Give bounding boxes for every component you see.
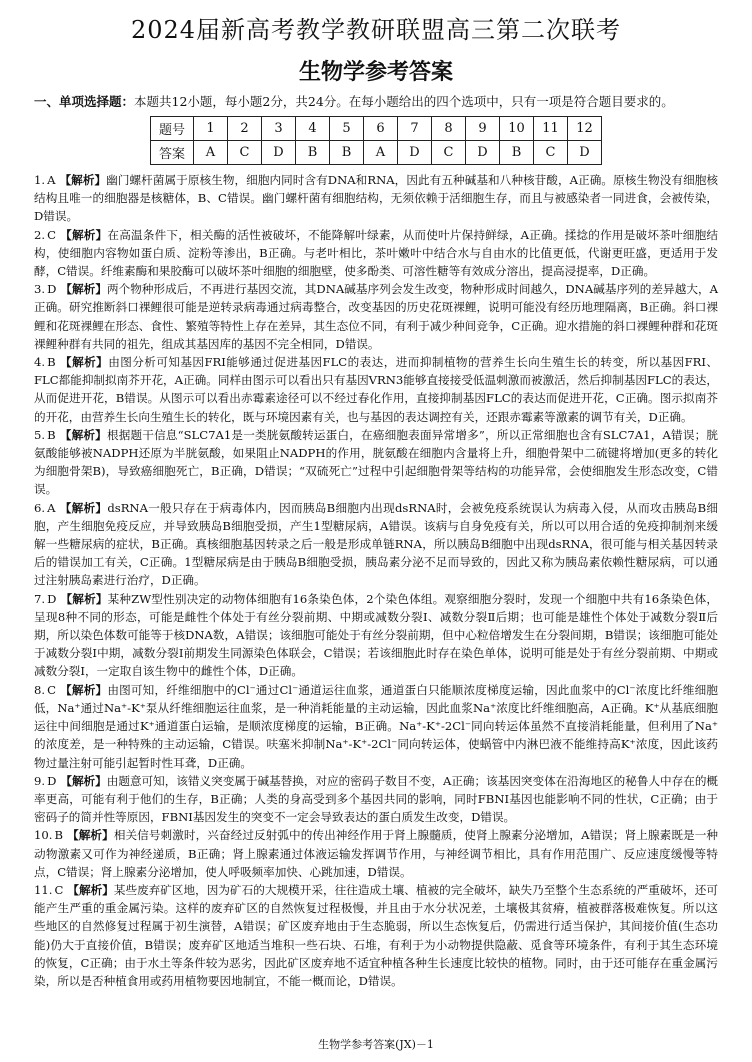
item-number: 10. bbox=[34, 828, 53, 843]
answer-cell: C bbox=[432, 141, 466, 165]
item-tag: 【解析】 bbox=[59, 500, 108, 515]
question-number: 1 bbox=[194, 117, 228, 141]
item-answer: B bbox=[47, 355, 56, 370]
item-number: 1. bbox=[34, 173, 46, 187]
item-answer: B bbox=[47, 427, 56, 442]
answer-cell: D bbox=[466, 141, 500, 165]
answer-table bbox=[150, 116, 602, 165]
explanation-item bbox=[34, 881, 718, 990]
item-tag: 【解析】 bbox=[60, 282, 107, 297]
item-text: 相关信号刺激时，兴奋经过反射弧中的传出神经作用于肾上腺髓质，使肾上腺素分泌增加，A错误；肾上腺素既是一种动物激素又可作为神经递质，B正确；肾上腺素通过体液运输发挥调节作用，与神经调节相比，具有作用范围广、反应速度缓慢等特点，C错误；肾上腺素分泌增加，使人呼吸频率加快、心跳加速，D错误。 bbox=[34, 828, 718, 879]
item-text: 由题意可知，该错义突变属于碱基替换，对应的密码子数目不变，A正确；该基因突变体在沿海地区的秘鲁人中存在的概率更高，可能有利于他们的生存，B正确；人类的身高受到多个基因共同的影响，同时FBNI基因也能影响不同的性状，C正确；由于密码子的简并性等原因，FBNI基因发生的突变不一定会导致表达的蛋白质发生改变，D错误。 bbox=[34, 773, 719, 825]
section-label: 一、单项选择题： bbox=[34, 94, 135, 109]
item-answer: B bbox=[54, 828, 63, 843]
item-text: 由图分析可知基因FRI能够通过促进基因FLC的表达，进而抑制植物的营养生长向生殖生长的转变，所以基因FRI、FLC都能抑制拟南芥开花，A正确。同样由图示可以看出只有基因VRN3能够直接接受低温刺激而被激活，然后抑制基因FLC的表达，从而促进开花，B错误。从图示可以看出赤霉素途径可以不经过春化作用，直接抑制基因FLC的表达而促进开花，C正确。图示拟南芥的开花，由营养生长向生殖生长的转化，既与环境因素有关，也与基因的表达调控有关，还跟赤霉素等激素的调节有关，D正确。 bbox=[34, 355, 718, 424]
question-number: 3 bbox=[262, 117, 296, 141]
explanation-item bbox=[34, 499, 718, 590]
question-number: 8 bbox=[432, 117, 466, 141]
item-answer: D bbox=[47, 591, 57, 606]
item-number: 3. bbox=[34, 282, 46, 297]
item-number: 7. bbox=[34, 591, 46, 606]
item-text: 某些废弃矿区地，因为矿石的大规模开采，往往造成土壤、植被的完全破坏，缺失乃至整个生态系统的严重破坏，还可能产生严重的重金属污染。这样的废弃矿区的自然恢复过程极慢，并且由于水分状况差，土壤极其贫瘠，植被群落极难恢复。所以这些地区的自然修复过程属于初生演替，A错误；矿区废弃地由于生态脆弱，所以生态恢复后，仍需进行适当保护，其间接价值(生态功能)仍大于直接价值，B错误；废弃矿区地适当堆积一些石块、石堆，有利于为小动物提供隐蔽、觅食等环境条件，有利于其生态环境的恢复，C正确；由于水土等条件较为恶劣，因此矿区废弃地不适宜种植各种生长速度比较快的植物。同时，由于还可能存在重金属污染，所以是否种植食用或药用植物要因地制宜，不能一概而论，D错误。 bbox=[34, 882, 718, 988]
item-tag: 【解析】 bbox=[59, 355, 109, 370]
answer-cell: A bbox=[194, 141, 228, 165]
answer-table-answer-row bbox=[151, 141, 602, 165]
item-answer: A bbox=[47, 173, 56, 187]
item-answer: D bbox=[47, 773, 57, 788]
answer-cell: C bbox=[228, 141, 262, 165]
explanation-item bbox=[34, 681, 718, 772]
answer-cell: B bbox=[500, 141, 534, 165]
explanation-item bbox=[34, 826, 718, 881]
question-number: 10 bbox=[500, 117, 534, 141]
answer-cell: D bbox=[568, 141, 602, 165]
explanation-item bbox=[34, 772, 718, 827]
explanation-item bbox=[34, 280, 718, 353]
item-tag: 【解析】 bbox=[66, 828, 114, 843]
item-number: 4. bbox=[34, 355, 46, 370]
item-answer: D bbox=[47, 282, 57, 297]
question-number: 5 bbox=[330, 117, 364, 141]
question-number: 6 bbox=[364, 117, 398, 141]
item-tag: 【解析】 bbox=[59, 173, 107, 187]
explanation-item bbox=[34, 426, 718, 499]
item-text: 幽门螺杆菌属于原核生物，细胞内同时含有DNA和RNA，因此有五种碱基和八种核苷酸，A正确。原核生物没有细胞核结构且唯一的细胞器是核糖体，B、C错误。幽门螺杆菌有细胞结构，无须依赖于活细胞生存，而且与被感染者一同进食，会被传染，D错误。 bbox=[34, 173, 718, 224]
explanation-item bbox=[34, 353, 718, 426]
item-answer: C bbox=[54, 882, 64, 897]
item-number: 6. bbox=[34, 500, 46, 515]
page-title: 2024届新高考教学教研联盟高三第二次联考 bbox=[130, 16, 622, 44]
item-answer: A bbox=[47, 500, 56, 515]
question-number: 12 bbox=[568, 117, 602, 141]
item-tag: 【解析】 bbox=[59, 682, 108, 697]
section-heading bbox=[34, 92, 718, 110]
explanation-item bbox=[34, 590, 718, 681]
explanation-item bbox=[34, 171, 718, 226]
item-number: 2. bbox=[34, 227, 46, 242]
item-tag: 【解析】 bbox=[67, 882, 114, 897]
answer-table-head-number: 题号 bbox=[151, 117, 194, 141]
section-description: 本题共12小题，每小题2分，共24分。在每小题给出的四个选项中，只有一项是符合题目要求的。 bbox=[134, 94, 674, 109]
item-tag: 【解析】 bbox=[59, 227, 108, 242]
page-subtitle: 生物学参考答案 bbox=[298, 60, 453, 85]
question-number: 2 bbox=[228, 117, 262, 141]
item-tag: 【解析】 bbox=[60, 773, 107, 788]
item-number: 5. bbox=[34, 427, 46, 442]
explanations bbox=[34, 171, 718, 990]
page-footer: 生物学参考答案(JX)－1 bbox=[318, 1038, 434, 1051]
answer-table-head-answer: 答案 bbox=[151, 141, 194, 165]
item-answer: C bbox=[47, 682, 56, 697]
answer-cell: B bbox=[296, 141, 330, 165]
question-number: 7 bbox=[398, 117, 432, 141]
explanation-item bbox=[34, 226, 718, 281]
item-number: 11. bbox=[34, 882, 53, 897]
item-answer: C bbox=[47, 227, 56, 242]
answer-cell: C bbox=[534, 141, 568, 165]
answer-cell: D bbox=[398, 141, 432, 165]
item-number: 8. bbox=[34, 682, 46, 697]
question-number: 9 bbox=[466, 117, 500, 141]
item-number: 9. bbox=[34, 773, 46, 788]
item-text: 由图可知，纤维细胞中的Cl⁻通过Cl⁻通道运往血浆，通道蛋白只能顺浓度梯度运输，因此血浆中的Cl⁻浓度比纤维细胞低，Na⁺通过Na⁺-K⁺泵从纤维细胞运往血浆，是一种消耗能量的主动运输，因此血浆Na⁺浓度比纤维细胞高，A正确。K⁺从基底细胞运往中间细胞是通过K⁺通道蛋白运输，是顺浓度梯度的运输，B正确。Na⁺-K⁺-2Cl⁻同向转运体虽然不直接消耗能量，但利用了Na⁺的浓度差，是一种特殊的主动运输，C错误。呋塞米抑制Na⁺-K⁺-2Cl⁻同向转运体，使蜗管中内淋巴液不能维持高K⁺浓度，因此该药物过量注射可能引起暂时性耳聋，D正确。 bbox=[34, 682, 718, 770]
item-text: 根据题干信息“SLC7A1是一类胱氨酸转运蛋白，在癌细胞表面异常增多”，所以正常细胞也含有SLC7A1，A错误；胱氨酸能够被NADPH还原为半胱氨酸，如果阻止NADPH的作用，胱氨酸在细胞内含量将上升，细胞骨架中二硫键将增加(更多的转化为细胞骨架B)，导致癌细胞死亡，B正确，D错误；“双硫死亡”过程中引起细胞骨架等结构的功能异常，会使细胞发生形态改变，C错误。 bbox=[34, 427, 718, 497]
answer-cell: B bbox=[330, 141, 364, 165]
item-text: dsRNA一般只存在于病毒体内，因而胰岛B细胞内出现dsRNA时，会被免疫系统误认为病毒入侵，从而攻击胰岛B细胞，产生细胞免疫反应，并导致胰岛B细胞受损，产生1型糖尿病，A错误。该病与自身免疫有关，所以可以用合适的免疫抑制剂来缓解一些糖尿病的症状，B正确。真核细胞基因转录之后一般是形成单链RNA，所以胰岛B细胞中出现dsRNA，很可能与相关基因转录后的错误加工有关，C正确。1型糖尿病是由于胰岛B细胞受损，胰岛素分泌不足而导致的，因此又称为胰岛素依赖性糖尿病，可以通过注射胰岛素进行治疗，D正确。 bbox=[34, 500, 718, 588]
answer-cell: A bbox=[364, 141, 398, 165]
answer-table-number-row bbox=[151, 117, 602, 141]
item-text: 在高温条件下，相关酶的活性被破坏，不能降解叶绿素，从而使叶片保持鲜绿，A正确。揉捻的作用是破坏茶叶细胞结构，使细胞内容物如蛋白质、淀粉等渗出，B正确。与老叶相比，茶叶嫩叶中结合水与自由水的比值更低，代谢更旺盛，更适用于发酵，C错误。纤维素酶和果胶酶可以破坏茶叶细胞的细胞壁，使多酚类、可溶性糖等有效成分溶出，提高浸提率，D正确。 bbox=[34, 227, 718, 279]
answer-cell: D bbox=[262, 141, 296, 165]
item-tag: 【解析】 bbox=[59, 427, 107, 442]
item-tag: 【解析】 bbox=[60, 591, 108, 606]
question-number: 11 bbox=[534, 117, 568, 141]
item-text: 两个物种形成后，不再进行基因交流，其DNA碱基序列会发生改变，物种形成时间越久，DNA碱基序列的差异越大，A正确。研究推断斜口裸鲤很可能是逆转录病毒通过病毒整合，改变基因的历史花斑裸鲤，说明可能没有经历地理隔离，B正确。斜口裸鲤和花斑裸鲤在形态、食性、繁殖等特性上存在差异，其生态位不同，有利于减少种间竞争，C正确。迎水措施的斜口裸鲤种群和花斑裸鲤种群有共同的祖先，组成其基因库的基因不完全相同，D错误。 bbox=[34, 282, 718, 351]
question-number: 4 bbox=[296, 117, 330, 141]
item-text: 某种ZW型性别决定的动物体细胞有16条染色体，2个染色体组。观察细胞分裂时，发现一个细胞中共有16条染色体，呈现8种不同的形态，可能是雌性个体处于有丝分裂前期、中期或减数分裂Ⅰ、减数分裂Ⅱ后期；也可能是雄性个体处于减数分裂Ⅱ后期，所以染色体数可能等于核DNA数，A错误；该细胞可能处于有丝分裂前期，但中心粒倍增发生在分裂间期，B错误；该细胞可能处于减数分裂Ⅰ中期，减数分裂Ⅰ前期发生同源染色体联会，C错误；若该细胞此时存在染色单体，说明可能是处于有丝分裂前期、中期或减数分裂Ⅰ，一定取自该生物中的雌性个体，D正确。 bbox=[34, 591, 718, 679]
